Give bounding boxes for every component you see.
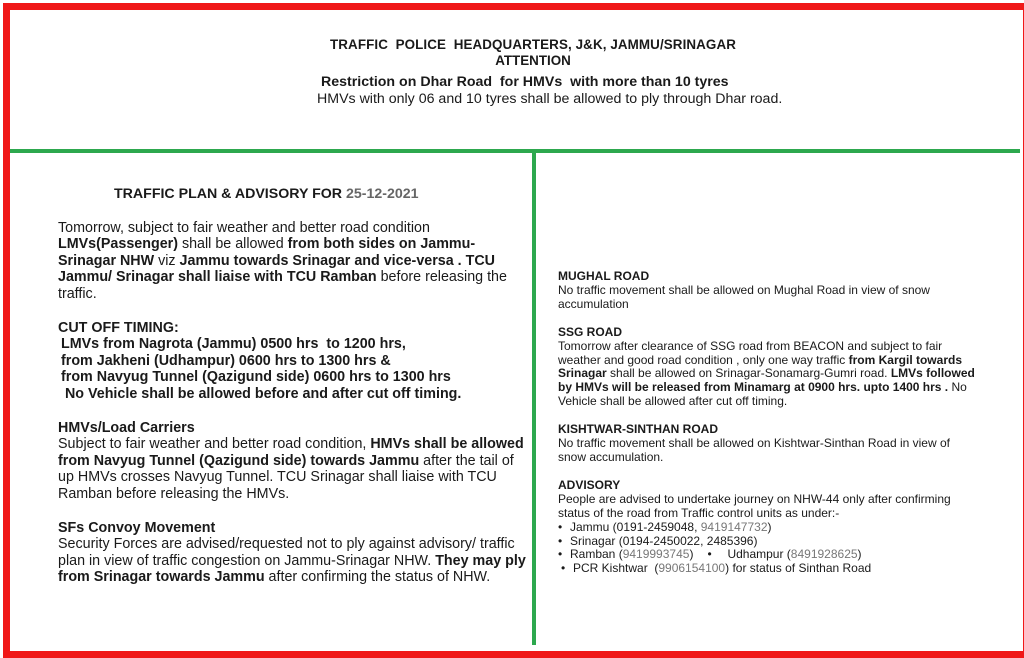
plan-title-prefix: TRAFFIC PLAN & ADVISORY FOR bbox=[114, 186, 346, 202]
sf-text: after confirming the status of NHW. bbox=[264, 569, 491, 586]
ssg-road-section bbox=[558, 326, 978, 409]
horizontal-divider bbox=[10, 149, 1020, 153]
advisory-body: People are advised to undertake journey on NHW-44 only after confirming status of the road from Traffic control units as under:- bbox=[558, 491, 951, 520]
right-column bbox=[558, 270, 978, 590]
phone-number[interactable]: 8491928625 bbox=[790, 547, 858, 562]
hmv-bold: HMVs shall be allowed from Navyug Tunnel (Qazigund side) towards Jammu bbox=[58, 436, 524, 469]
contact-text: ) bbox=[689, 547, 694, 562]
ssg-heading: SSG ROAD bbox=[558, 324, 623, 339]
contact-text: ) bbox=[767, 519, 772, 534]
vertical-divider bbox=[532, 151, 536, 645]
contact-ramban-udhampur bbox=[558, 548, 978, 562]
cutoff-line: No Vehicle shall be allowed before and after cut off timing. bbox=[61, 385, 462, 402]
header-subtitle: ATTENTION bbox=[495, 53, 571, 68]
intro-text: shall be allowed bbox=[177, 236, 288, 253]
sf-heading: SFs Convoy Movement bbox=[58, 519, 216, 536]
ssg-bold: LMVs followed by HMVs will be released from Minamarg at 0900 hrs. upto 1400 hrs . bbox=[558, 366, 975, 395]
intro-bold: from both sides on Jammu-Srinagar NHW bbox=[58, 236, 476, 269]
contact-text: ) for status of Sinthan Road bbox=[725, 561, 872, 576]
sf-body bbox=[58, 536, 528, 586]
contact-srinagar bbox=[558, 535, 978, 549]
phone-number[interactable]: 9419147732 bbox=[700, 519, 768, 534]
header-title: TRAFFIC POLICE HEADQUARTERS, J&K, JAMMU/SRINAGAR bbox=[330, 37, 736, 52]
ssg-body bbox=[558, 340, 978, 410]
hmv-heading: HMVs/Load Carriers bbox=[58, 419, 195, 436]
kishtwar-heading: KISHTWAR-SINTHAN ROAD bbox=[558, 422, 718, 437]
ssg-text: shall be allowed on Srinagar-Sonamarg-Gumri road. bbox=[606, 366, 891, 381]
intro-text: before releasing the traffic. bbox=[58, 269, 507, 302]
bullet-icon: • bbox=[558, 519, 563, 534]
cutoff-line: LMVs from Nagrota (Jammu) 0500 hrs to 1200 hrs, bbox=[61, 336, 406, 353]
intro-text: viz bbox=[154, 252, 180, 269]
kishtwar-road-section bbox=[558, 423, 978, 465]
ssg-text: Tomorrow after clearance of SSG road from BEACON and subject to fair weather and good road condition , only one way traffic bbox=[558, 338, 943, 367]
contact-text: Srinagar (0194-2450022, 2485396) bbox=[570, 533, 758, 548]
plan-title bbox=[114, 186, 528, 203]
contact-text: Ramban ( bbox=[570, 547, 623, 562]
sf-text: Security Forces are advised/requested not to ply against advisory/ traffic plan in view of traffic congestion on Jammu-Srinagar NHW. bbox=[58, 536, 515, 569]
cutoff-line: from Jakheni (Udhampur) 0600 hrs to 1300 hrs & bbox=[61, 352, 391, 369]
restriction-notice bbox=[317, 74, 787, 107]
phone-number[interactable]: 9906154100 bbox=[658, 561, 726, 576]
hmv-text: after the tail of up HMVs crosses Navyug Tunnel. TCU Srinagar shall liaise with TCU Ramban before releasing the HMVs. bbox=[58, 452, 514, 502]
mughal-road-section bbox=[558, 270, 978, 312]
restriction-body: HMVs with only 06 and 10 tyres shall be allowed to ply through Dhar road. bbox=[317, 90, 783, 107]
sf-bold: They may ply from Srinagar towards Jammu bbox=[58, 552, 526, 586]
bullet-icon: • bbox=[558, 547, 563, 562]
contact-text: Udhampur ( bbox=[727, 547, 791, 562]
contact-pcr-kishtwar bbox=[558, 562, 978, 576]
kishtwar-body: No traffic movement shall be allowed on Kishtwar-Sinthan Road in view of snow accumulation. bbox=[558, 436, 950, 464]
advisory-heading: ADVISORY bbox=[558, 477, 621, 492]
contact-jammu bbox=[558, 521, 978, 535]
left-column bbox=[58, 186, 528, 586]
plan-intro bbox=[58, 220, 528, 303]
bullet-icon: • bbox=[561, 561, 566, 576]
phone-number[interactable]: 9419993745 bbox=[622, 547, 690, 562]
cutoff-line: from Navyug Tunnel (Qazigund side) 0600 hrs to 1300 hrs bbox=[61, 369, 451, 386]
intro-text: Tomorrow, subject to fair weather and better road condition bbox=[58, 219, 430, 236]
restriction-heading: Restriction on Dhar Road for HMVs with more than 10 tyres bbox=[321, 74, 729, 90]
cutoff-heading: CUT OFF TIMING: bbox=[58, 319, 179, 336]
mughal-body: No traffic movement shall be allowed on Mughal Road in view of snow accumulation bbox=[558, 282, 930, 311]
bullet-icon: • bbox=[558, 533, 563, 548]
bullet-icon: • bbox=[707, 547, 712, 562]
hmv-text: Subject to fair weather and better road condition, bbox=[58, 436, 371, 453]
advisory-section bbox=[558, 479, 978, 576]
intro-bold: Jammu towards Srinagar and vice-versa . TCU Jammu/ Srinagar shall liaise with TCU Ramban bbox=[58, 252, 495, 286]
contact-text: ) bbox=[857, 547, 862, 562]
contact-text: PCR Kishtwar ( bbox=[573, 561, 659, 576]
intro-bold: LMVs(Passenger) bbox=[58, 236, 178, 253]
mughal-heading: MUGHAL ROAD bbox=[558, 269, 650, 283]
plan-date: 25-12-2021 bbox=[346, 186, 419, 202]
ssg-text: No Vehicle shall be allowed after cut off timing. bbox=[558, 380, 967, 409]
ssg-bold: from Kargil towards Srinagar bbox=[558, 352, 962, 381]
hmv-body bbox=[58, 436, 528, 502]
contact-text: Jammu (0191-2459048, bbox=[570, 519, 701, 534]
